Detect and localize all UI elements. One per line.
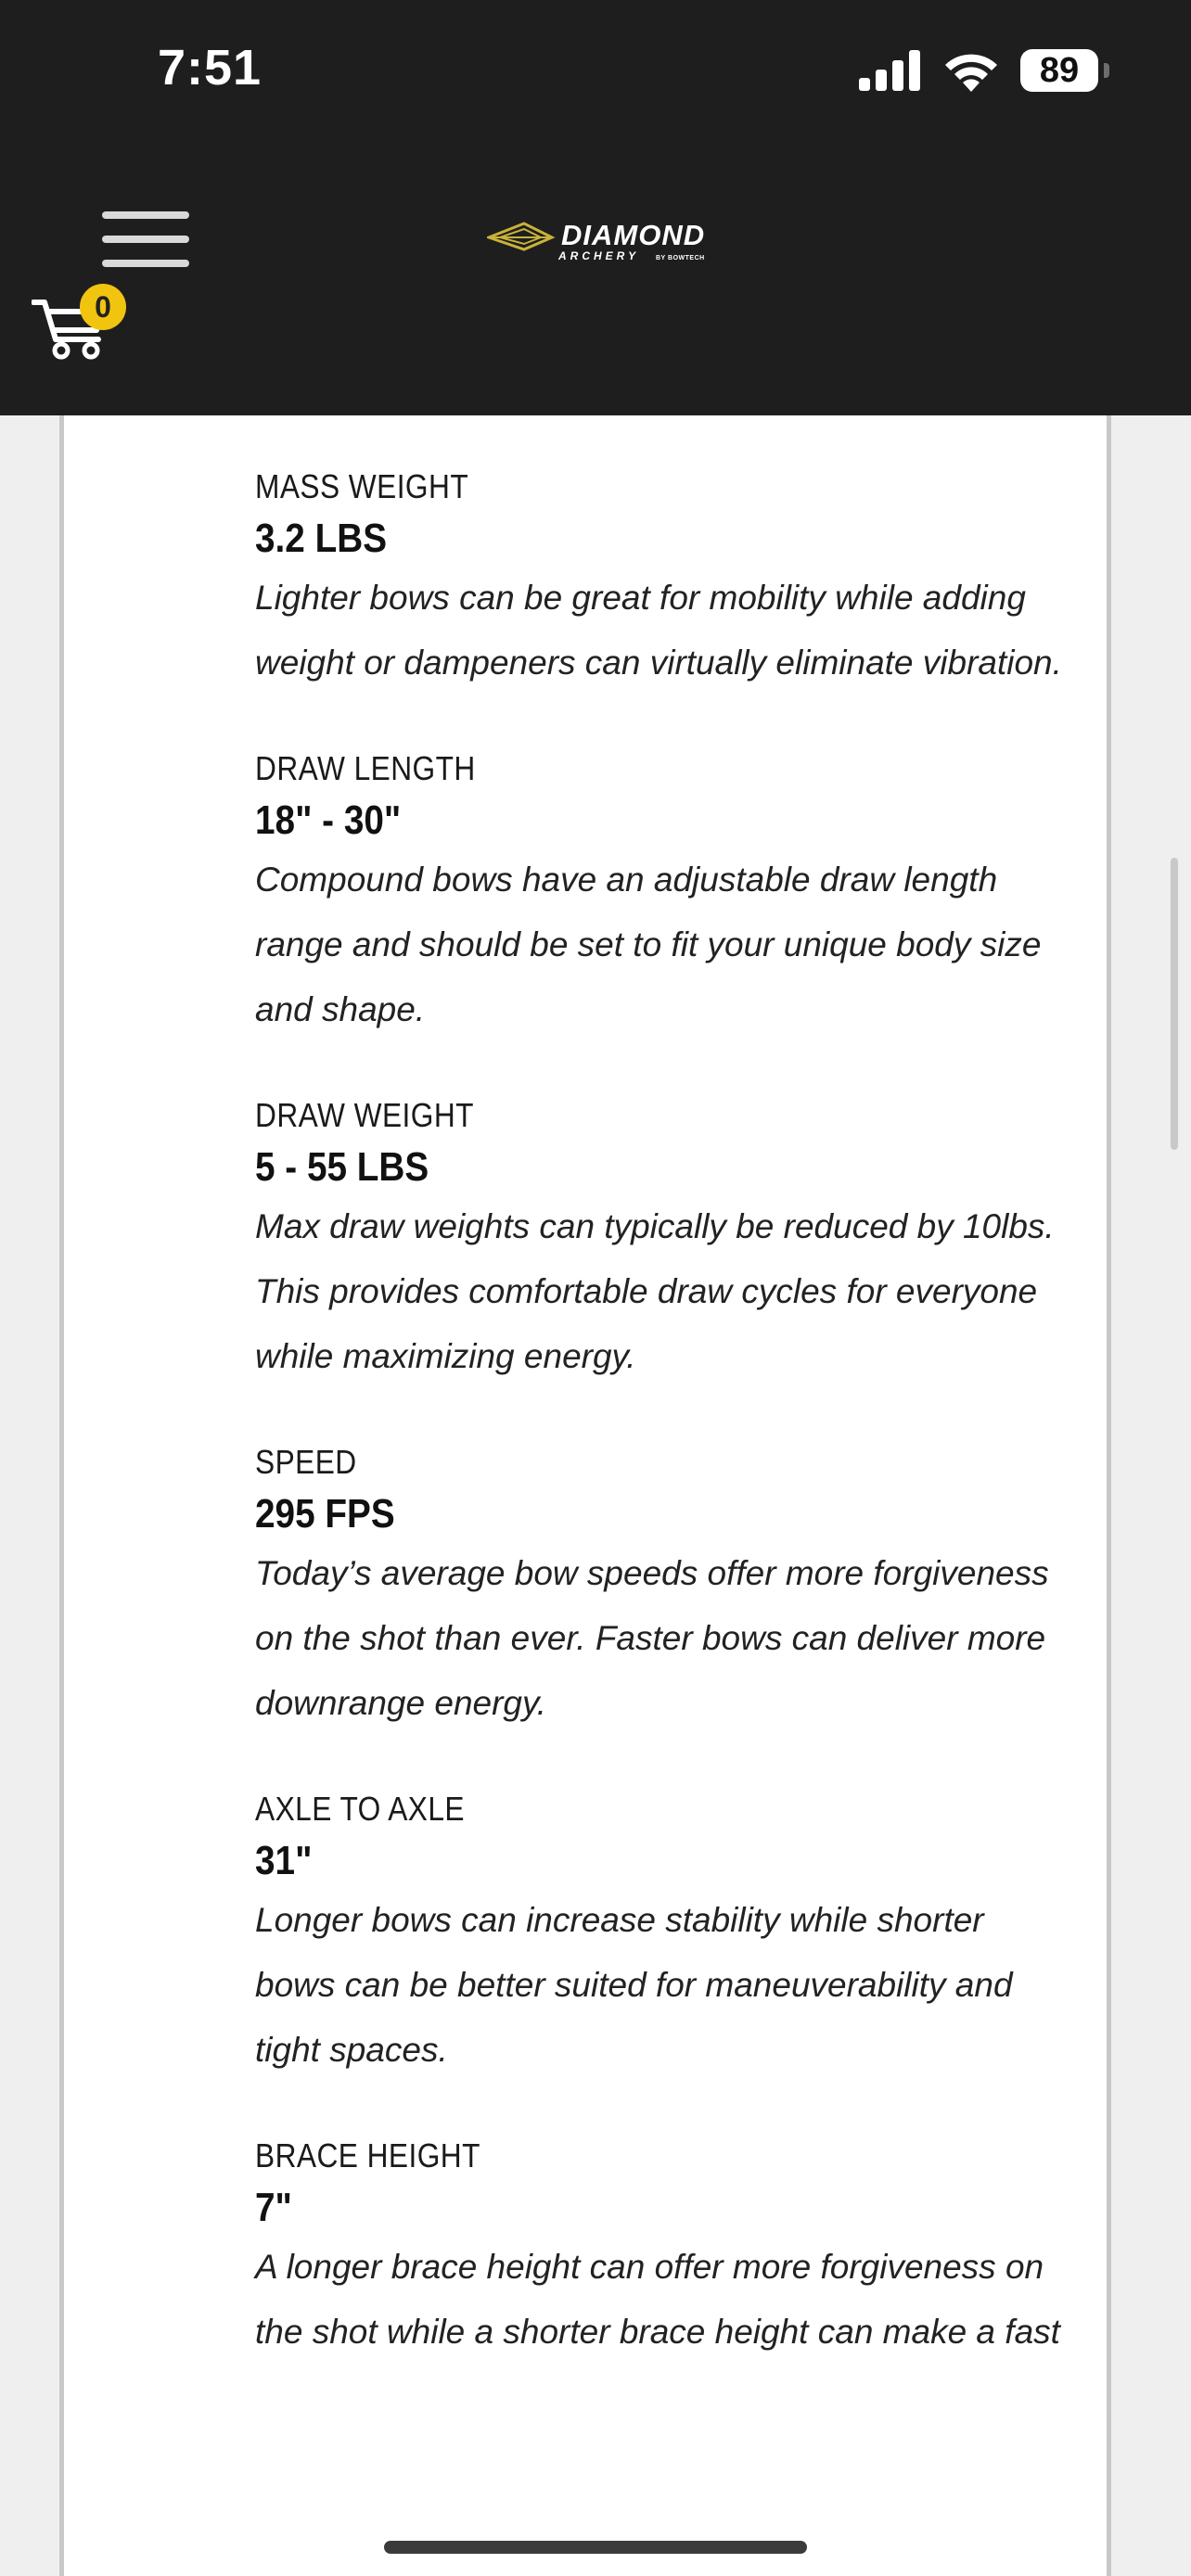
cellular-signal-icon (859, 50, 922, 91)
spec-item-speed (255, 1443, 1071, 1736)
status-bar (0, 0, 1191, 130)
scrollbar[interactable] (1171, 858, 1178, 1150)
specs-card (59, 415, 1111, 2576)
spec-description: Lighter bows can be great for mobility while adding weight or dampeners can virtually eliminate vibration. (255, 579, 1062, 682)
battery-icon (1020, 49, 1098, 92)
spec-description: Max draw weights can typically be reduced by 10lbs. This provides comfortable draw cycles for everyone while maximizing energy. (255, 1207, 1055, 1375)
spec-description: A longer brace height can offer more forgiveness on the shot while a shorter brace height can make a fast (255, 2248, 1060, 2351)
logo-tagline-text: BY BOWTECH (656, 255, 705, 261)
spec-label: SPEED (255, 1443, 357, 1481)
spec-item-axle-to-axle (255, 1790, 1071, 2083)
logo-sub-text: ARCHERY (558, 249, 640, 262)
spec-value: 31" (255, 1838, 313, 1883)
spec-description: Compound bows have an adjustable draw length range and should be set to fit your unique body size and shape. (255, 861, 1042, 1028)
spec-item-draw-weight (255, 1096, 1071, 1389)
spec-value: 3.2 LBS (255, 516, 388, 561)
spec-description: Longer bows can increase stability while shorter bows can be better suited for maneuverability and tight spaces. (255, 1901, 1013, 2069)
spec-label: AXLE TO AXLE (255, 1790, 466, 1828)
spec-value: 295 FPS (255, 1491, 395, 1537)
battery-tip (1104, 63, 1109, 78)
cart-count-badge: 0 (80, 284, 126, 330)
site-header (0, 130, 1191, 415)
spec-value: 5 - 55 LBS (255, 1144, 429, 1190)
home-indicator[interactable] (384, 2541, 807, 2554)
spec-item-draw-length (255, 749, 1071, 1042)
spec-item-mass-weight (255, 415, 1071, 695)
diamond-archery-logo[interactable] (487, 219, 765, 265)
spec-description: Today’s average bow speeds offer more forgiveness on the shot than ever. Faster bows can deliver more downrange energy. (255, 1554, 1049, 1722)
spec-label: DRAW WEIGHT (255, 1096, 474, 1134)
spec-label: DRAW LENGTH (255, 749, 476, 787)
logo-main-text: DIAMOND (561, 219, 706, 251)
spec-value: 7" (255, 2185, 292, 2230)
status-icons (859, 45, 1098, 96)
spec-value: 18" - 30" (255, 797, 402, 843)
wifi-icon (942, 49, 1000, 92)
menu-icon[interactable] (102, 211, 189, 267)
spec-label: BRACE HEIGHT (255, 2136, 480, 2174)
cart-button[interactable] (32, 286, 134, 378)
battery-level: 89 (1039, 51, 1080, 90)
status-time: 7:51 (158, 40, 263, 96)
spec-item-brace-height (255, 2136, 1071, 2365)
spec-list (255, 415, 1071, 2418)
spec-label: MASS WEIGHT (255, 467, 469, 505)
